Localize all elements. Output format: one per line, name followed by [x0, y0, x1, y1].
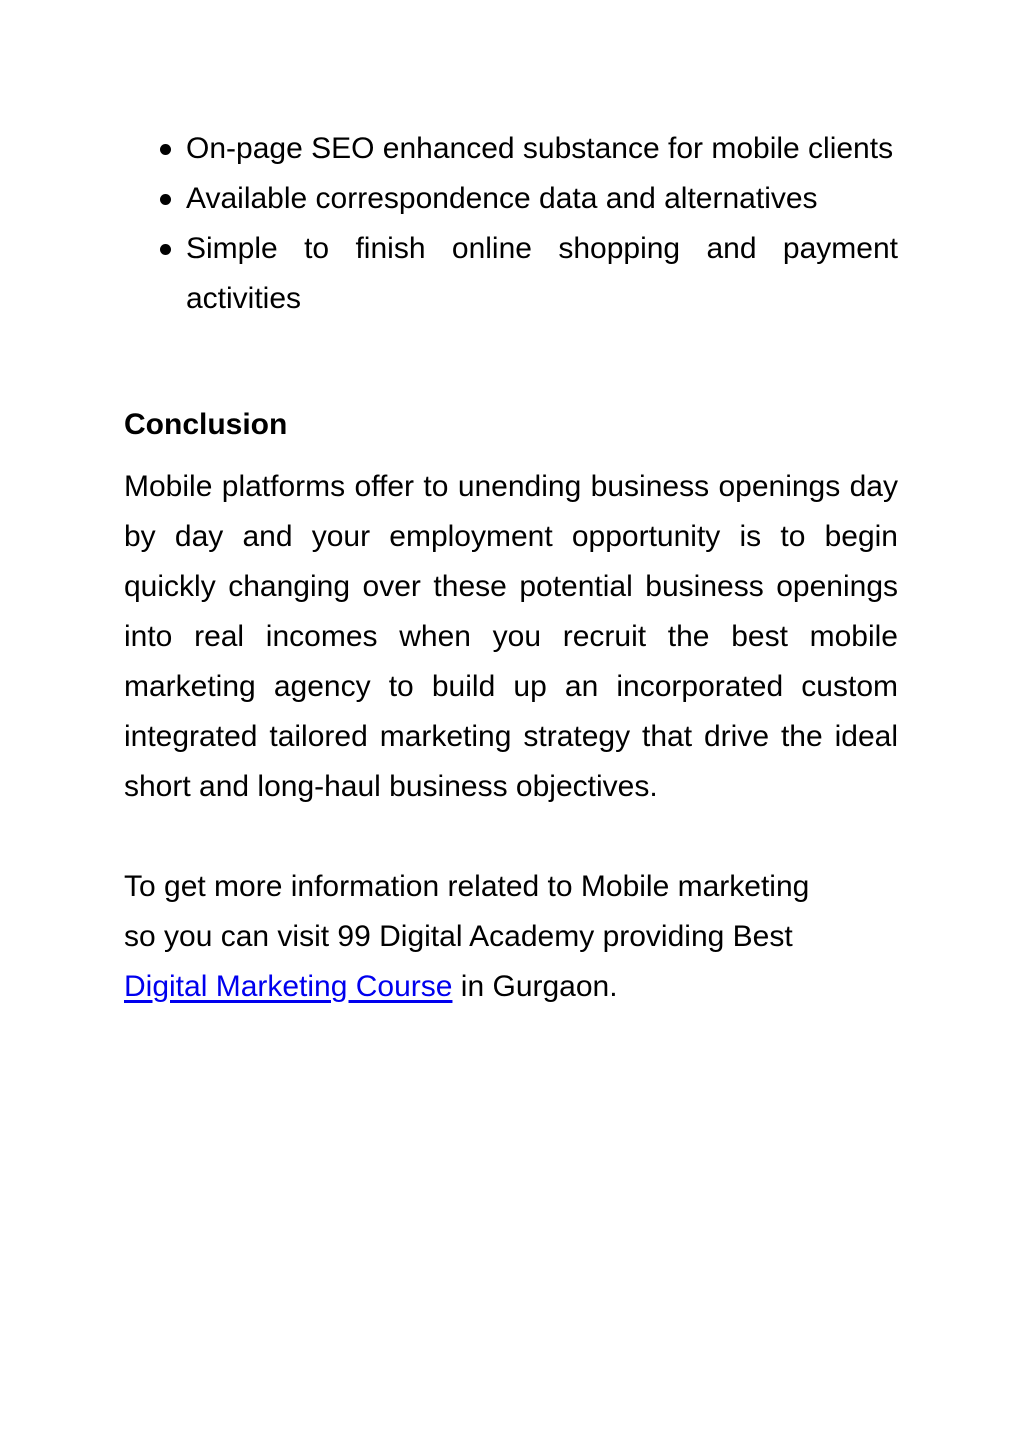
page-content — [124, 124, 898, 1012]
bullet-text: Simple to finish online shopping and payment activities — [186, 232, 898, 315]
cta-text-before: To get more information related to Mobile marketing so you can visit 99 Digital Academy providing Best — [124, 870, 810, 953]
bullet-item — [124, 124, 898, 174]
cta-paragraph — [124, 862, 844, 1012]
bullet-text: On-page SEO enhanced substance for mobile clients — [186, 132, 894, 165]
bullet-text: Available correspondence data and alternatives — [186, 182, 818, 215]
bullet-icon — [160, 244, 171, 255]
bullet-item — [124, 224, 898, 324]
digital-marketing-course-link[interactable]: Digital Marketing Course — [124, 970, 453, 1003]
bullet-item — [124, 174, 898, 224]
bullet-icon — [160, 144, 171, 155]
conclusion-paragraph: Mobile platforms offer to unending business openings day by day and your employment opportunity is to begin quickly changing over these potential business openings into real incomes when you recruit the best mobile marketing agency to build up an incorporated custom integrated tailored marketing strategy that drive the ideal short and long-haul business objectives. — [124, 470, 898, 803]
conclusion-heading: Conclusion — [124, 408, 288, 441]
cta-text-after: in Gurgaon. — [452, 970, 618, 1003]
bullet-icon — [160, 194, 171, 205]
feature-bullet-list — [124, 124, 898, 324]
